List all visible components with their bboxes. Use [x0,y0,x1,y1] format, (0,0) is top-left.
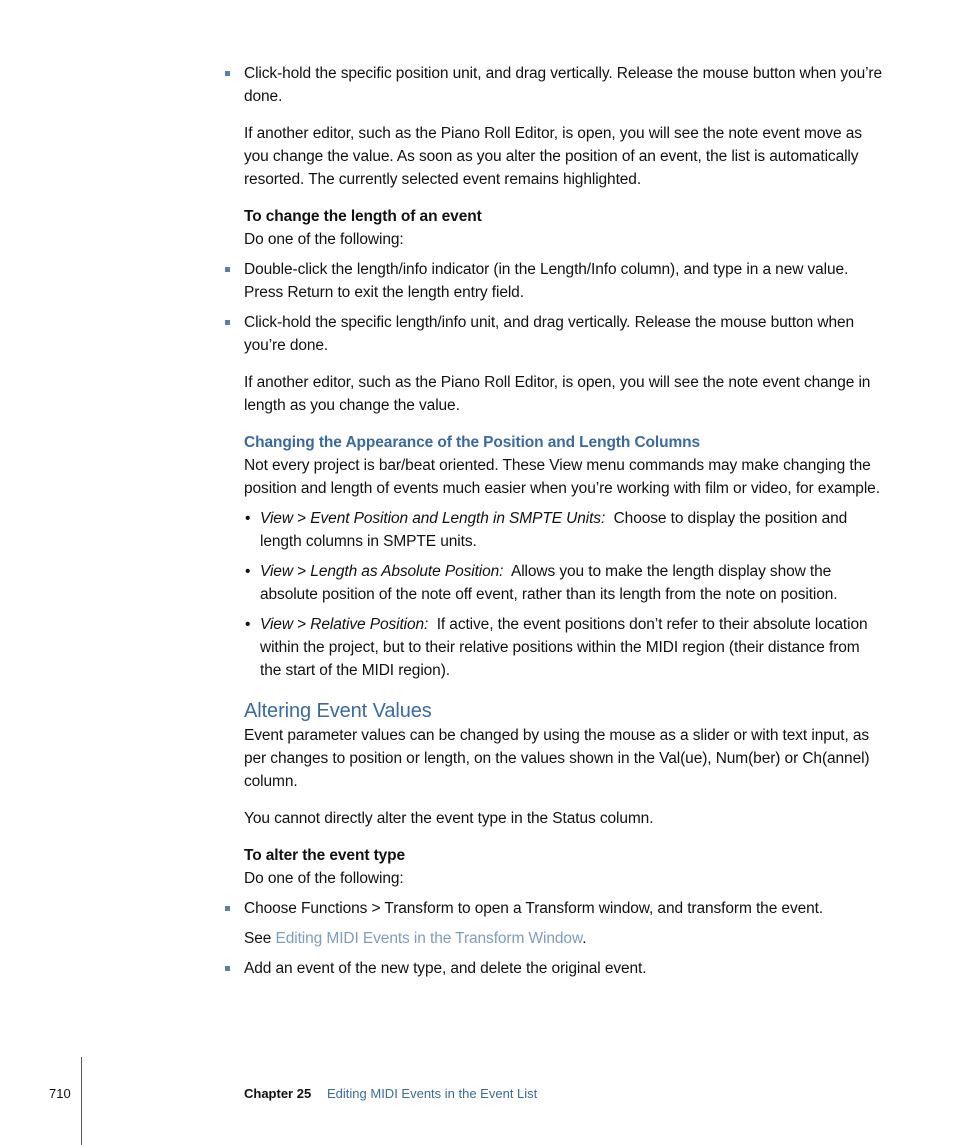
list-item [244,613,884,682]
task-intro: Do one of the following: [244,870,404,887]
menu-separator: > [292,563,311,580]
command-description: If active, the event positions don’t refer to their absolute location within the project, but to their relative positions within the MIDI region (their distance from the start of the MIDI region). [260,616,868,679]
see-suffix: . [582,930,587,947]
section-heading: Altering Event Values [244,700,432,722]
subsection-heading: Changing the Appearance of the Position and Length Columns [244,434,701,451]
footer-divider [81,1057,82,1145]
list-item [244,62,884,108]
menu-command: Relative Position: [310,616,429,633]
list-item [244,897,884,920]
command-description: Allows you to make the length display show the absolute position of the note off event, rather than its length from the note on position. [260,563,838,603]
task-heading: To alter the event type [244,847,406,864]
menu-command: Event Position and Length in SMPTE Units: [310,510,606,527]
command-description: Choose to display the position and length columns in SMPTE units. [260,510,848,550]
menu-name: View [260,510,293,527]
see-prefix: See [244,930,276,947]
task-heading: To change the length of an event [244,208,482,225]
menu-command: Length as Absolute Position: [310,563,504,580]
bullet-text: Click-hold the specific position unit, and drag vertically. Release the mouse button when you’re done. [244,65,883,105]
chapter-label: Chapter 25 [244,1086,312,1101]
list-item [244,957,884,980]
dot-bullet-icon: • [245,563,251,580]
list-item [244,311,884,357]
square-bullet-icon [225,320,230,325]
dot-bullet-icon: • [245,510,251,527]
chapter-title-link[interactable]: Editing MIDI Events in the Event List [327,1086,538,1101]
bullet-text: Double-click the length/info indicator (in the Length/Info column), and type in a new value. Press Return to exit the length entry field. [244,261,849,301]
dot-bullet-icon: • [245,616,251,633]
task-intro: Do one of the following: [244,231,404,248]
paragraph: If another editor, such as the Piano Roll Editor, is open, you will see the note event change in length as you change the value. [244,374,871,414]
paragraph: Event parameter values can be changed by using the mouse as a slider or with text input, as per changes to position or length, on the values shown in the Val(ue), Num(ber) or Ch(annel) column. [244,727,870,790]
list-item [244,560,884,606]
paragraph: You cannot directly alter the event type in the Status column. [244,810,654,827]
see-also [244,927,884,950]
bullet-text: Choose Functions > Transform to open a Transform window, and transform the event. [244,900,824,917]
bullet-text: Add an event of the new type, and delete the original event. [244,960,647,977]
square-bullet-icon [225,906,230,911]
square-bullet-icon [225,966,230,971]
list-item [244,507,884,553]
square-bullet-icon [225,267,230,272]
list-item [244,258,884,304]
paragraph: Not every project is bar/beat oriented. These View menu commands may make changing the position and length of events much easier when you’re working with film or video, for example. [244,457,880,497]
square-bullet-icon [225,71,230,76]
menu-name: View [260,563,293,580]
bullet-text: Click-hold the specific length/info unit, and drag vertically. Release the mouse button when you’re done. [244,314,854,354]
menu-separator: > [292,616,311,633]
paragraph: If another editor, such as the Piano Roll Editor, is open, you will see the note event move as you change the value. As soon as you alter the position of an event, the list is automatically resorted. The currently selected event remains highlighted. [244,125,862,188]
page-number: 710 [49,1086,71,1101]
menu-separator: > [292,510,311,527]
transform-window-link[interactable]: Editing MIDI Events in the Transform Window [275,930,583,947]
page-body [244,62,884,980]
menu-name: View [260,616,293,633]
